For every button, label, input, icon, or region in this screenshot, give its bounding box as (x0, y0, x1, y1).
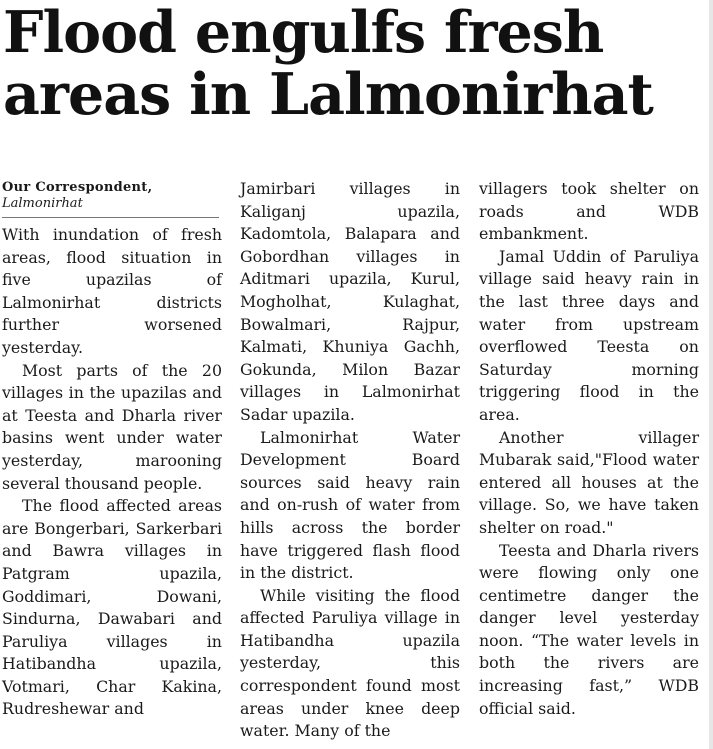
paragraph: Lalmonirhat Water Development Board sources said heavy rain and on-rush of water from hills across the border have triggered flash flood in the district. (240, 427, 460, 583)
paragraph: Another villager Mubarak said,"Flood water entered all houses at the village. So, we have taken shelter on road." (479, 427, 699, 537)
paragraph: The flood affected areas are Bongerbari, Sarkerbari and Bawra villages in Patgram upazila, Goddimari, Dowani, Sindurna, Dawabari and Paruliya villages in Hatibandha upazila, Votmari, Char Kakina, Rudreshewar and (2, 496, 222, 719)
headline-line-1: Flood engulfs fresh (3, 0, 604, 66)
paragraph-continued: Jamirbari villages in Kaliganj upazila, Kadomtola, Balapara and Gobordhan villages in Aditmari upazila, Kurul, Mogholhat, Kulaghat, Bowalmari, Rajpur, Kalmati, Khuniya Gachh, Gokunda, Milon Bazar villages in Lalmonirhat Sadar upazila. (240, 179, 460, 424)
paragraph: Teesta and Dharla rivers were flowing only one centimetre danger the danger level yesterday noon. “The water levels in both the rivers are increasing fast,” WDB official said. (479, 540, 699, 718)
article-column-2 (240, 178, 460, 743)
article-headline (3, 2, 709, 126)
paragraph: With inundation of fresh areas, flood situation in five upazilas of Lalmonirhat districts further worsened yesterday. (2, 225, 222, 357)
article-column-3 (479, 178, 699, 720)
byline-divider (2, 217, 219, 218)
paragraph: Most parts of the 20 villages in the upazilas and at Teesta and Dharla river basins went under water yesterday, marooning several thousand people. (2, 360, 222, 493)
page-edge (709, 0, 713, 749)
byline-author: Our Correspondent, (2, 180, 153, 195)
article-column-1 (2, 178, 222, 721)
paragraph: While visiting the flood affected Paruliya village in Hatibandha upazila yesterday, this correspondent found most areas under knee deep water. Many of the (240, 585, 460, 741)
paragraph: Jamal Uddin of Paruliya village said heavy rain in the last three days and water from upstream overflowed Teesta on Saturday morning triggering flood in the area. (479, 246, 699, 424)
headline-line-2: areas in Lalmonirhat (3, 61, 653, 128)
paragraph-continued: villagers took shelter on roads and WDB embankment. (479, 179, 699, 244)
byline-location: Lalmonirhat (2, 196, 83, 211)
